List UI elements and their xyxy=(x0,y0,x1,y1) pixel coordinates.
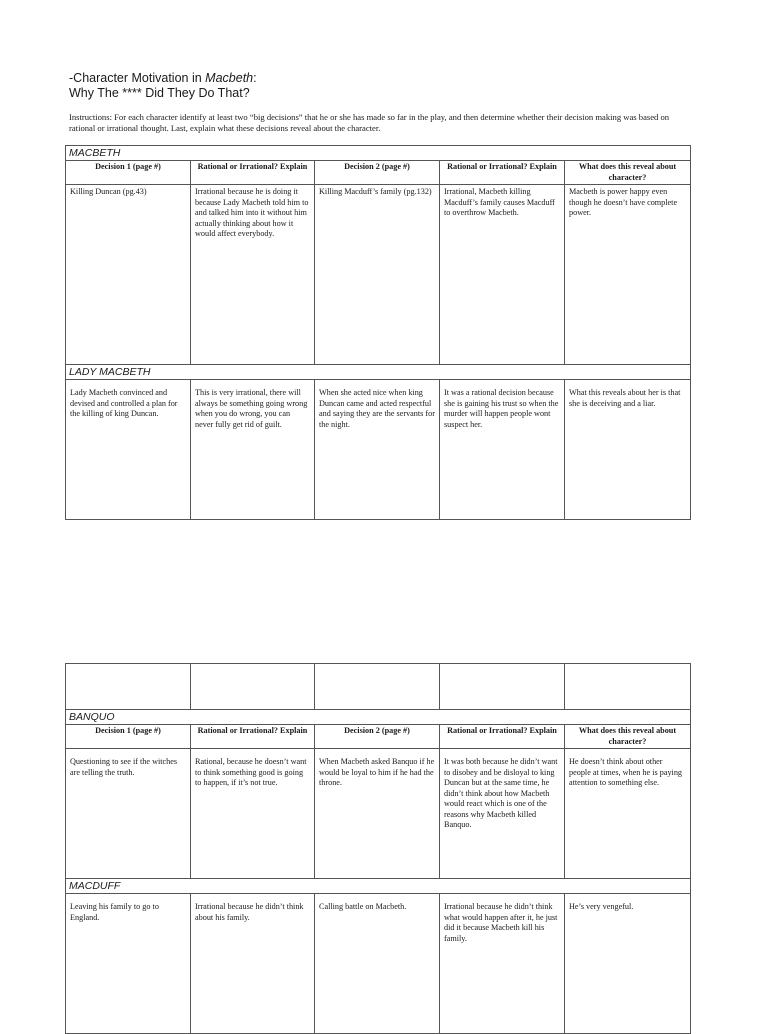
cell: Irrational because he is doing it because Lady Macbeth told him to and talked him into it without him actually thinking about how it would affect everybody. xyxy=(191,185,315,365)
table-row xyxy=(66,380,691,520)
cell: This is very irrational, there will always be something going wrong when you do wrong, you can never fully get rid of guilt. xyxy=(191,380,315,520)
cell: Calling battle on Macbeth. xyxy=(315,894,440,1034)
header-row xyxy=(66,161,691,185)
cell: Irrational, Macbeth killing Macduff’s family causes Macduff to overthrow Macbeth. xyxy=(440,185,565,365)
cell: Killing Macduff’s family (pg.132) xyxy=(315,185,440,365)
cell: He’s very vengeful. xyxy=(565,894,691,1034)
character-name-lady-macbeth: LADY MACBETH xyxy=(66,365,691,380)
instructions: Instructions: For each character identify at least two “big decisions” that he or she has made so far in the play, and then determine whether their decision making was based on rational or irrational thought. Last, explain what these decisions reveal about the character. xyxy=(69,112,670,133)
cell: Killing Duncan (pg.43) xyxy=(66,185,191,365)
cell: Leaving his family to go to England. xyxy=(66,894,191,1034)
cell: When she acted nice when king Duncan came and acted respectful and saying they are the servants for the night. xyxy=(315,380,440,520)
cell: Irrational because he didn’t think about his family. xyxy=(191,894,315,1034)
table-row xyxy=(66,894,691,1034)
cell: Rational, because he doesn’t want to think something good is going to happen, if it’s not true. xyxy=(191,749,315,879)
title-prefix: -Character Motivation in xyxy=(69,71,206,85)
header-decision-2: Decision 2 (page #) xyxy=(315,725,440,749)
table-row xyxy=(66,185,691,365)
cell: Irrational because he didn’t think what would happen after it, he just did it because Macbeth kill his family. xyxy=(440,894,565,1034)
character-name-macduff: MACDUFF xyxy=(66,879,691,894)
empty-cell xyxy=(66,664,191,710)
cell: Questioning to see if the witches are telling the truth. xyxy=(66,749,191,879)
character-name-macbeth: MACBETH xyxy=(66,146,691,161)
header-row xyxy=(66,725,691,749)
cell: It was a rational decision because she is gaining his trust so when the murder will happen people wont suspect her. xyxy=(440,380,565,520)
header-reveal: What does this reveal about character? xyxy=(565,161,691,185)
cell: What this reveals about her is that she is deceiving and a liar. xyxy=(565,380,691,520)
character-table-bottom xyxy=(65,663,691,1034)
empty-row xyxy=(66,664,691,710)
header-rational-1: Rational or Irrational? Explain xyxy=(191,161,315,185)
character-name-banquo: BANQUO xyxy=(66,710,691,725)
character-table-top xyxy=(65,145,691,520)
title-play-name: Macbeth xyxy=(205,71,254,85)
cell: It was both because he didn’t want to disobey and be disloyal to king Duncan but at the same time, he didn’t think about how Macbeth would react which is one of the reasons why Macbeth killed Banquo. xyxy=(440,749,565,879)
empty-cell xyxy=(315,664,440,710)
header-reveal: What does this reveal about character? xyxy=(565,725,691,749)
header-decision-1: Decision 1 (page #) xyxy=(66,725,191,749)
header-rational-2: Rational or Irrational? Explain xyxy=(440,725,565,749)
title-subtitle: Why The **** Did They Do That? xyxy=(69,86,250,100)
empty-cell xyxy=(440,664,565,710)
empty-cell xyxy=(191,664,315,710)
cell: He doesn’t think about other people at times, when he is paying attention to something else. xyxy=(565,749,691,879)
header-rational-2: Rational or Irrational? Explain xyxy=(440,161,565,185)
header-rational-1: Rational or Irrational? Explain xyxy=(191,725,315,749)
cell: Macbeth is power happy even though he doesn’t have complete power. xyxy=(565,185,691,365)
title-suffix: : xyxy=(253,71,257,85)
table-row xyxy=(66,749,691,879)
cell: When Macbeth asked Banquo if he would be loyal to him if he had the throne. xyxy=(315,749,440,879)
cell: Lady Macbeth convinced and devised and controlled a plan for the killing of king Duncan. xyxy=(66,380,191,520)
header-decision-1: Decision 1 (page #) xyxy=(66,161,191,185)
empty-cell xyxy=(565,664,691,710)
page-title xyxy=(69,71,257,101)
header-decision-2: Decision 2 (page #) xyxy=(315,161,440,185)
